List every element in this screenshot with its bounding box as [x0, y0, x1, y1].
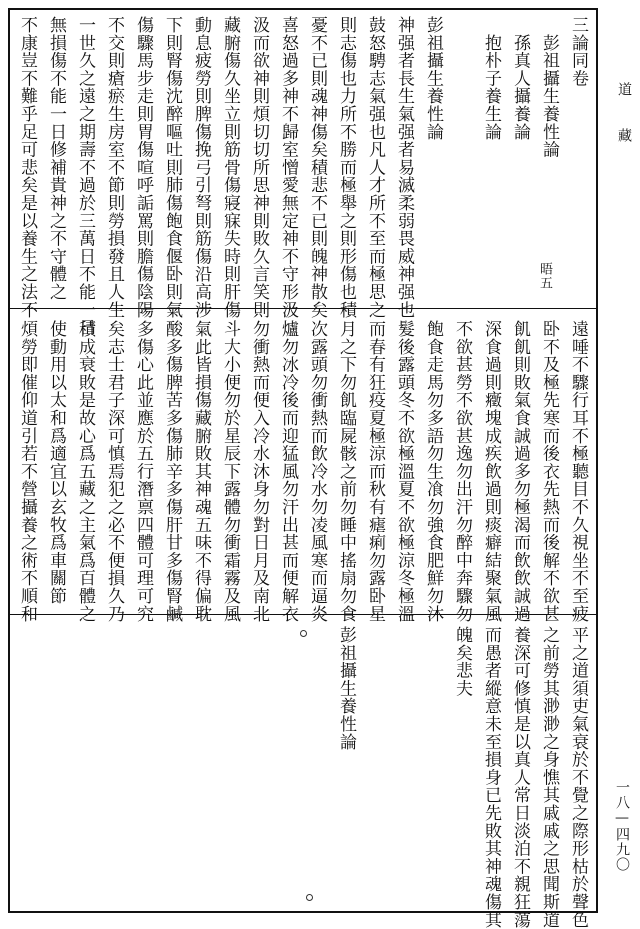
text-column: 傷驟馬步走則胃傷喧呼詬罵則膽傷陰陽 [133, 16, 153, 319]
text-column: 煩勞即催仰道引若不營攝養之術不順和 [17, 320, 37, 623]
text-column: 而春有狂疫夏極涼而秋有瘧痢勿露卧星 [365, 320, 385, 623]
text-column: 喜怒過多神不歸室憎愛無定神不守形汲 [278, 16, 298, 319]
divider-1 [10, 308, 596, 309]
divider-2 [10, 614, 596, 615]
text-column: 彭祖攝生養性論 [336, 626, 356, 751]
ink-dot [306, 894, 313, 901]
text-column: 彭祖攝生養性論 [539, 16, 559, 159]
text-column: 爐勿冰冷後而迎猛風勿汗出甚而便解衣 [278, 320, 298, 623]
text-column: 平之道須吏氣衰於不覺之際形枯於聲色 [568, 626, 588, 929]
text-column: 神强者長生氣强者易滅柔弱畏威神强也 [394, 16, 414, 319]
margin-label-zang: 藏 [616, 128, 632, 143]
text-column: 憂不已則魂神傷矣積悲不已則魄神散矣 [307, 16, 327, 319]
panel-bottom [10, 622, 596, 929]
text-column: 下則腎傷沈醉嘔吐則肺傷飽食偃卧則氣 [162, 16, 182, 319]
text-column: 積成衰敗是故心爲五藏之主氣爲百體之 [75, 320, 95, 623]
text-column: 矣志士君子深可慎焉犯之必不便損久乃 [104, 320, 124, 623]
text-column: 多傷心此並應於五行潛禀四體可理可究 [133, 320, 153, 623]
text-column: 孫真人攝養論 [510, 16, 530, 141]
text-column: 不交則瘡瘀生房室不節則勞損發且人生 [104, 16, 124, 319]
text-column: 之前勞其渺渺之身憔其戚戚之思聞斯道 [539, 626, 559, 929]
text-column: 三論同卷 [568, 16, 588, 88]
panel-middle [10, 316, 596, 623]
text-column: 彭祖攝生養性論 [423, 16, 443, 141]
text-column: 抱朴子養生論 [481, 16, 501, 141]
margin-label-dao: 道 [616, 82, 632, 97]
text-column: 卧不及極先寒而後衣先熱而後解不欲甚 [539, 320, 559, 623]
text-column: 汲而欲神則煩切切所思神則敗久言笑則 [249, 16, 269, 319]
text-column: 次露頭勿衝熱而飲冷水勿凌風寒而逼炎 [307, 320, 327, 623]
text-column: 動息疲勞則脾傷挽弓引弩則筋傷沿高涉 [191, 16, 211, 319]
text-column: 飽食走馬勿多語勿生飡勿強食肥鮮勿沐 [423, 320, 443, 623]
page-number: 一八—四九〇 [614, 780, 630, 872]
text-column: 則志傷也力所不勝而極舉之則形傷也積 [336, 16, 356, 319]
text-column: 不康豈不難乎足可悲矣是以養生之法不 [17, 16, 37, 319]
text-column: 魄矣悲夫 [452, 626, 472, 698]
text-column: 飢飢則敗氣食誠過多勿極渴而飲飲誠過 [510, 320, 530, 623]
folio-mark: 晤五 [537, 262, 552, 290]
text-column: 不欲甚勞不欲甚逸勿出汗勿醉中奔驟勿 [452, 320, 472, 623]
text-column: 月之下勿飢臨屍骸之前勿睡中搖扇勿食 [336, 320, 356, 623]
text-column: 酸多傷脾苦多傷肺辛多傷肝甘多傷腎鹹 [162, 320, 182, 623]
text-column: 髮後露頭冬不欲極溫夏不欲極涼冬極溫 [394, 320, 414, 623]
text-column: 藏腑傷久坐立則筋骨傷寢寐失時則肝傷 [220, 16, 240, 319]
text-column: 斗大小便勿於星辰下露體勿衝霜霧及風 [220, 320, 240, 623]
ink-dot [300, 630, 307, 637]
text-column: 使動用以太和爲適宜以玄牧爲車關節 [46, 320, 66, 605]
text-column: 無損傷不能一日修補貴神之不守體之 [46, 16, 66, 301]
text-column: 勿衝熱而便入冷水沐身勿對日月及南北 [249, 320, 269, 623]
text-column: 氣此皆損傷藏腑敗其神魂五味不得偏耽 [191, 320, 211, 623]
text-column: 鼓怒騁志氣强也凡人才所不至而極思之 [365, 16, 385, 319]
text-column: 深食過則癥塊成疾飲過則痰癖結聚氣風 [481, 320, 501, 623]
panel-top [10, 12, 596, 337]
text-column: 養深可修慎是以真人常日淡泊不親狂蕩 [510, 626, 530, 929]
text-column: 一世久之遠之期壽不過於三萬日不能一日 [75, 16, 95, 337]
text-column: 遠唾不驟行耳不極聽目不久視坐不至疲 [568, 320, 588, 623]
text-column: 而愚者縱意未至損身已先敗其神魂傷其 [481, 626, 501, 929]
